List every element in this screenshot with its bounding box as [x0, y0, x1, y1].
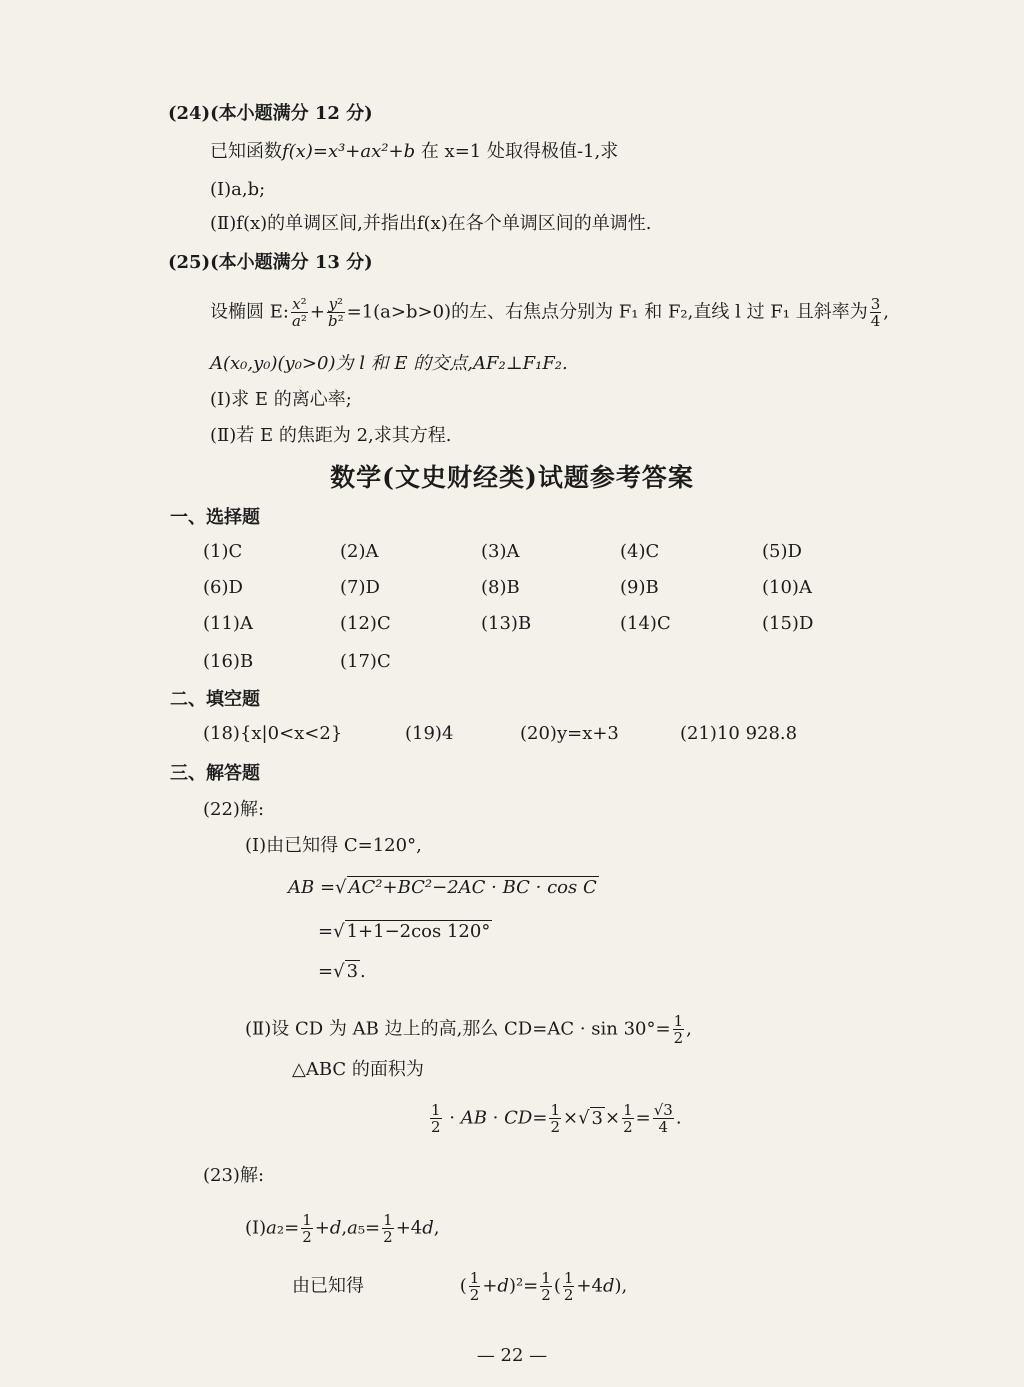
q22-ab-formula: AB =√ AC²+BC²−2AC · BC · cos C — [288, 877, 597, 898]
q24-part1: (Ⅰ)a,b; — [210, 179, 266, 200]
section2-title: 二、填空题 — [170, 689, 260, 710]
q23-known: 由已知得 ( $\frac{1}{2}$ +d)²= $\frac{1}{2}$ ( $\frac{1}{2}$ +4d), — [292, 1269, 628, 1304]
q25-stem: 设椭圆 E: $\frac{\text{x²}}{\text{a²}}$ + $\frac{\text{y²}}{\text{b²}}$ =1(a>b>0)的左、右焦点分别为 F₁ 和 F₂,直线 l 过 F₁ 且斜率为 $\frac{3}{4}$ , — [210, 295, 889, 330]
fill-answer-20: (20)y=x+3 — [520, 723, 619, 744]
q22-eq3: =√ 3 . — [318, 961, 366, 982]
choice-answer: (15)D — [762, 613, 814, 634]
section1-title: 一、选择题 — [170, 507, 260, 528]
choice-answer: (13)B — [481, 613, 532, 634]
fill-answer-18: (18){x|0<x<2} — [203, 723, 343, 744]
q25-part2: (Ⅱ)若 E 的焦距为 2,求其方程. — [210, 425, 452, 446]
ellipse-y-term: $\frac{\text{y²}}{\text{b²}}$ — [328, 295, 344, 330]
q24-part2: (Ⅱ)f(x)的单调区间,并指出f(x)在各个单调区间的单调性. — [210, 213, 652, 234]
choice-answer: (4)C — [620, 541, 660, 562]
q24-stem: 已知函数f(x)=x³+ax²+b 在 x=1 处取得极值-1,求 — [210, 141, 619, 162]
q22-label: (22)解: — [203, 799, 265, 820]
q25-part1: (Ⅰ)求 E 的离心率; — [210, 389, 352, 410]
answer-title: 数学(文史财经类)试题参考答案 — [330, 463, 694, 492]
choice-answer: (3)A — [481, 541, 520, 562]
q25-stem2: A(x₀,y₀)(y₀>0)为 l 和 E 的交点,AF₂⊥F₁F₂. — [210, 353, 568, 374]
q22-area-formula: $\frac{1}{2}$ · AB · CD= $\frac{1}{2}$ ×√ 3 × $\frac{1}{2}$ = $\frac{√3}{4}$ . — [431, 1101, 682, 1136]
choice-answer: (6)D — [203, 577, 243, 598]
page-number: — 22 — — [476, 1345, 548, 1366]
choice-answer: (12)C — [340, 613, 391, 634]
q23-label: (23)解: — [203, 1165, 265, 1186]
choice-answer: (8)B — [481, 577, 520, 598]
choice-answer: (14)C — [620, 613, 671, 634]
fill-answer-19: (19)4 — [405, 723, 454, 744]
choice-answer: (9)B — [620, 577, 659, 598]
choice-answer: (5)D — [762, 541, 802, 562]
choice-answer: (10)A — [762, 577, 812, 598]
q22-part2: (Ⅱ)设 CD 为 AB 边上的高,那么 CD=AC · sin 30°= $\frac{1}{2}$ , — [245, 1012, 692, 1047]
slope-fraction: $\frac{3}{4}$ — [870, 295, 881, 330]
fill-answer-21: (21)10 928.8 — [680, 723, 798, 744]
q22-part1: (Ⅰ)由已知得 C=120°, — [245, 835, 422, 856]
choice-answer: (17)C — [340, 651, 391, 672]
choice-answer: (2)A — [340, 541, 379, 562]
q22-area-label: △ABC 的面积为 — [292, 1059, 424, 1080]
q23-part1: (Ⅰ)a₂= $\frac{1}{2}$ +d,a₅= $\frac{1}{2}$ +4d, — [245, 1211, 440, 1246]
choice-answer: (16)B — [203, 651, 254, 672]
section3-title: 三、解答题 — [170, 763, 260, 784]
q24-header: (24)(本小题满分 12 分) — [168, 103, 373, 124]
choice-answer: (1)C — [203, 541, 243, 562]
q22-eq2: =√ 1+1−2cos 120° — [318, 921, 491, 942]
choice-answer: (7)D — [340, 577, 380, 598]
q25-header: (25)(本小题满分 13 分) — [168, 252, 373, 273]
ellipse-x-term: $\frac{\text{x²}}{\text{a²}}$ — [291, 295, 307, 330]
choice-answer: (11)A — [203, 613, 253, 634]
